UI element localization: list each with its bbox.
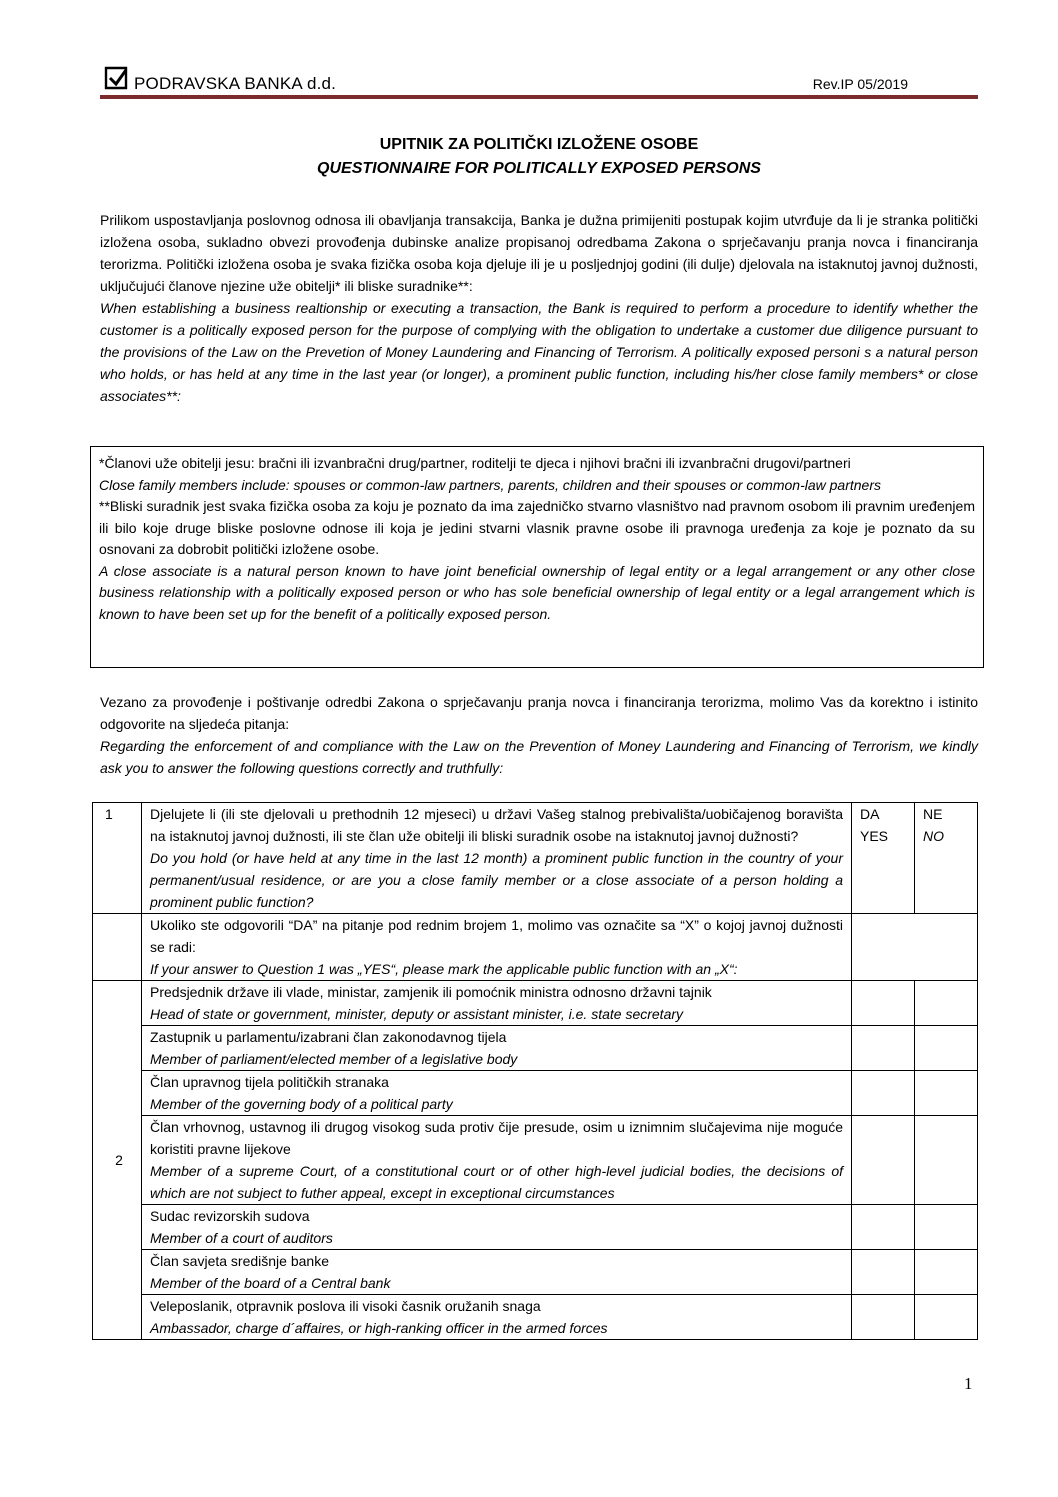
revision-label: Rev.IP 05/2019 (812, 76, 908, 92)
question-1-english: Do you hold (or have held at any time in the last 12 month) a prominent public function in the country of your permanent/usual residence, or are you a close family member or a close associate of a person holding a prominent public function? (150, 850, 843, 910)
function-text (142, 1116, 852, 1205)
followup-empty-cell (852, 914, 978, 981)
answer-yes-cell[interactable] (852, 803, 915, 914)
associate-definition-croatian: **Bliski suradnik jest svaka fizička osoba za koju je poznato da ima zajedničko stvarno vlasništvo nad pravnom osobom ili pravnim uređenjem ili bilo koje druge bliske poslovne odnose ili koja je jedini stvarni vlasnik pravne osobe ili pravnoga uređenja za koje je poznato da su osnovani za dobrobit politički izložene osobe. (99, 498, 975, 557)
bank-logo-icon (104, 66, 128, 90)
family-definition-croatian: *Članovi uže obitelji jesu: bračni ili izvanbračni drug/partner, roditelji te djeca i njihovi bračni ili izvanbračni drugovi/partneri (99, 455, 851, 471)
answer-no-english: NO (923, 828, 944, 844)
function-text (142, 1205, 852, 1250)
function-row (93, 1250, 978, 1295)
question-1-row (93, 803, 978, 914)
function-croatian: Sudac revizorskih sudova (150, 1208, 310, 1224)
instructions-section (100, 691, 978, 779)
function-english: Member of a court of auditors (150, 1230, 333, 1246)
answer-yes-english: YES (860, 828, 889, 844)
function-mark-cell[interactable] (915, 1026, 978, 1071)
function-croatian: Član upravnog tijela političkih stranaka (150, 1074, 389, 1090)
question-1-text (142, 803, 852, 914)
function-text (142, 1295, 852, 1340)
function-mark-cell[interactable] (852, 1250, 915, 1295)
function-row (93, 981, 978, 1026)
page-number: 1 (964, 1374, 973, 1393)
function-english: Member of the governing body of a political party (150, 1096, 453, 1112)
associate-definition-english: A close associate is a natural person known to have joint beneficial ownership of legal entity or a legal arrangement or any other close business relationship with a politically exposed person or who has sole beneficial ownership of legal entity or a legal arrangement which is known to have been set up for the benefit of a politically exposed person. (99, 562, 975, 622)
followup-croatian: Ukoliko ste odgovorili “DA” na pitanje pod rednim brojem 1, molimo vas označite sa “X” o kojoj javnoj dužnosti se radi: (150, 917, 843, 955)
followup-row (93, 914, 978, 981)
function-english: Member of a supreme Court, of a constitutional court or of other high-level judicial bodies, the decisions of which are not subject to futher appeal, except in exceptional circumstances (150, 1163, 843, 1201)
function-mark-cell[interactable] (852, 1116, 915, 1205)
answer-no-cell[interactable] (915, 803, 978, 914)
family-definition-english: Close family members include: spouses or common-law partners, parents, children and their spouses or common-law partners (99, 476, 881, 493)
instructions-english: Regarding the enforcement of and compliance with the Law on the Prevention of Money Laundering and Financing of Terrorism, we kindly ask you to answer the following questions correctly and truthfully: (100, 738, 978, 776)
function-text (142, 1250, 852, 1295)
function-mark-cell[interactable] (852, 1205, 915, 1250)
function-croatian: Član savjeta središnje banke (150, 1253, 329, 1269)
empty-number-cell (93, 914, 142, 981)
function-row (93, 1205, 978, 1250)
function-mark-cell[interactable] (852, 1295, 915, 1340)
function-mark-cell[interactable] (852, 981, 915, 1026)
function-croatian: Predsjednik države ili vlade, ministar, zamjenik ili pomoćnik ministra odnosno državni tajnik (150, 984, 712, 1000)
title-croatian: UPITNIK ZA POLITIČKI IZLOŽENE OSOBE (379, 136, 699, 153)
function-mark-cell[interactable] (915, 1071, 978, 1116)
header-divider (100, 95, 978, 99)
bank-name: PODRAVSKA BANKA d.d. (134, 74, 337, 93)
function-text (142, 1026, 852, 1071)
questionnaire-table (92, 802, 978, 1340)
question-1-croatian: Djelujete li (ili ste djelovali u prethodnih 12 mjeseci) u državi Vašeg stalnog prebivališta/uobičajenog boravišta na istaknutoj javnoj dužnosti, ili ste član uže obitelji ili bliski suradnik osobe na istaknutoj javnoj dužnosti? (150, 806, 843, 844)
function-mark-cell[interactable] (915, 1295, 978, 1340)
answer-no-croatian: NE (923, 806, 943, 822)
function-mark-cell[interactable] (852, 1026, 915, 1071)
function-mark-cell[interactable] (852, 1071, 915, 1116)
function-text (142, 1071, 852, 1116)
intro-text-english: When establishing a business realtionship or executing a transaction, the Bank is required to perform a procedure to identify whether the customer is a politically exposed person for the purpose of complying with the obligation to undertake a customer due diligence pursuant to the provisions of the Law on the Prevetion of Money Laundering and Financing of Terrorism. A politically exposed personi s a natural person who holds, or has held at any time in the last year (or longer), a prominent public function, including his/her close family members* or close associates**: (100, 300, 978, 404)
function-mark-cell[interactable] (915, 1205, 978, 1250)
function-mark-cell[interactable] (915, 981, 978, 1026)
followup-english: If your answer to Question 1 was „YES“, please mark the applicable public function with an „X“: (150, 961, 738, 977)
intro-text-croatian: Prilikom uspostavljanja poslovnog odnosa ili obavljanja transakcija, Banka je dužna primijeniti postupak kojim utvrđuje da li je stranka politički izložena osoba, sukladno obvezi provođenja dubinske analize propisanoj odredbama Zakona o sprječavanju pranja novca i financiranja terorizma. Politički izložena osoba je svaka fizička osoba koja djeluje ili je u posljednjoj godini (ili dulje) djelovala na istaknutoj javnoj dužnosti, uključujući članove njezine uže obitelji* ili bliske suradnike**: (100, 212, 978, 294)
intro-section (100, 209, 978, 407)
definitions-box (90, 446, 984, 668)
question-number: 2 (93, 981, 142, 1340)
function-english: Head of state or government, minister, deputy or assistant minister, i.e. state secretary (150, 1006, 684, 1022)
function-croatian: Član vrhovnog, ustavnog ili drugog visokog suda protiv čije presude, osim u iznimnim slučajevima nije moguće koristiti pravne lijekove (150, 1119, 843, 1157)
instructions-croatian: Vezano za provođenje i poštivanje odredbi Zakona o sprječavanju pranja novca i financiranja terorizma, molimo Vas da korektno i istinito odgovorite na sljedeća pitanja: (100, 694, 978, 732)
function-mark-cell[interactable] (915, 1116, 978, 1205)
function-croatian: Zastupnik u parlamentu/izabrani član zakonodavnog tijela (150, 1029, 507, 1045)
answer-yes-croatian: DA (860, 806, 880, 822)
function-row (93, 1071, 978, 1116)
title-english: QUESTIONNAIRE FOR POLITICALLY EXPOSED PERSONS (317, 160, 761, 177)
function-row (93, 1026, 978, 1071)
function-row (93, 1116, 978, 1205)
function-english: Ambassador, charge d´affaires, or high-ranking officer in the armed forces (150, 1320, 608, 1336)
function-mark-cell[interactable] (915, 1250, 978, 1295)
question-number: 1 (93, 803, 142, 914)
function-row (93, 1295, 978, 1340)
function-english: Member of parliament/elected member of a legislative body (150, 1051, 518, 1067)
function-english: Member of the board of a Central bank (150, 1275, 391, 1291)
function-croatian: Veleposlanik, otpravnik poslova ili visoki časnik oružanih snaga (150, 1298, 541, 1314)
function-text (142, 981, 852, 1026)
followup-text (142, 914, 852, 981)
